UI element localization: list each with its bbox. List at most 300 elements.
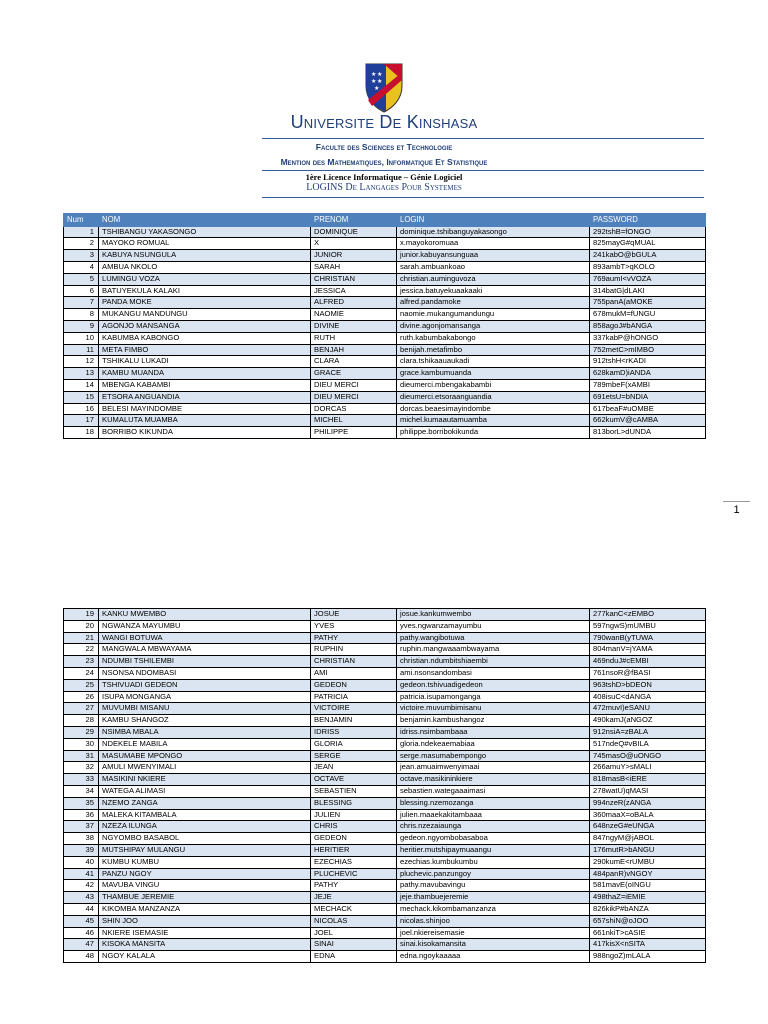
cell-login: benijah.metafimbo bbox=[397, 344, 590, 356]
table-header-row bbox=[64, 214, 706, 227]
header-login: LOGIN bbox=[397, 214, 590, 227]
cell-num: 17 bbox=[64, 415, 99, 427]
mention-line: Mention des Mathematiques, Informatique Et Statistique bbox=[280, 157, 488, 167]
table-row bbox=[64, 844, 706, 856]
cell-prenom: DOMINIQUE bbox=[311, 226, 397, 238]
svg-text:★: ★ bbox=[377, 71, 383, 78]
cell-prenom: SERGE bbox=[311, 750, 397, 762]
table-row bbox=[64, 927, 706, 939]
table-row bbox=[64, 679, 706, 691]
table-row bbox=[64, 951, 706, 963]
cell-login: gedeon.ngyombobasaboa bbox=[397, 833, 590, 845]
svg-text:★: ★ bbox=[374, 85, 380, 92]
table-row bbox=[64, 285, 706, 297]
cell-nom: KUMBU KUMBU bbox=[99, 856, 311, 868]
cell-nom: KIKOMBA MANZANZA bbox=[99, 903, 311, 915]
logins-table-page-1 bbox=[63, 213, 706, 439]
cell-login: dieumerci.mbengakabambi bbox=[397, 379, 590, 391]
cell-password: 277kanC<zEMBO bbox=[590, 609, 706, 621]
cell-num: 15 bbox=[64, 391, 99, 403]
cell-num: 29 bbox=[64, 726, 99, 738]
table-row bbox=[64, 344, 706, 356]
cell-password: 484panR)vNGOY bbox=[590, 868, 706, 880]
cell-nom: MAYOKO ROMUAL bbox=[99, 238, 311, 250]
cell-num: 4 bbox=[64, 261, 99, 273]
cell-nom: THAMBUE JEREMIE bbox=[99, 892, 311, 904]
cell-nom: KAMBU MUANDA bbox=[99, 368, 311, 380]
cell-prenom: PATHY bbox=[311, 632, 397, 644]
cell-password: 755panA(aMOKE bbox=[590, 297, 706, 309]
cell-num: 12 bbox=[64, 356, 99, 368]
cell-nom: NGOY KALALA bbox=[99, 951, 311, 963]
cell-login: alfred.pandamoke bbox=[397, 297, 590, 309]
cell-prenom: IDRISS bbox=[311, 726, 397, 738]
cell-password: 597ngwS)mUMBU bbox=[590, 620, 706, 632]
cell-prenom: NAOMIE bbox=[311, 309, 397, 321]
cell-nom: ETSORA ANGUANDIA bbox=[99, 391, 311, 403]
table-row bbox=[64, 880, 706, 892]
cell-password: 648nzeG#eUNGA bbox=[590, 821, 706, 833]
cell-num: 24 bbox=[64, 667, 99, 679]
cell-prenom: ALFRED bbox=[311, 297, 397, 309]
licence-line: 1ère Licence Informatique – Génie Logiciel bbox=[305, 172, 463, 182]
cell-prenom: DORCAS bbox=[311, 403, 397, 415]
cell-login: clara.tshikaauaukadi bbox=[397, 356, 590, 368]
table-row bbox=[64, 415, 706, 427]
cell-login: ruphin.mangwaaambwayama bbox=[397, 644, 590, 656]
cell-nom: MUVUMBI MISANU bbox=[99, 703, 311, 715]
cell-login: yves.ngwanzamayumbu bbox=[397, 620, 590, 632]
cell-num: 1 bbox=[64, 226, 99, 238]
cell-num: 22 bbox=[64, 644, 99, 656]
cell-password: 988ngoZ)mLALA bbox=[590, 951, 706, 963]
cell-password: 893ambT>qKOLO bbox=[590, 261, 706, 273]
page-number-rule bbox=[723, 501, 750, 502]
cell-login: sebastien.wategaaaimasi bbox=[397, 785, 590, 797]
header-rule-bottom bbox=[262, 197, 704, 198]
cell-nom: KISOKA MANSITA bbox=[99, 939, 311, 951]
cell-prenom: PHILIPPE bbox=[311, 427, 397, 439]
table-row bbox=[64, 868, 706, 880]
cell-login: dorcas.beaesimayindombe bbox=[397, 403, 590, 415]
cell-login: joel.nkiereisemasie bbox=[397, 927, 590, 939]
cell-prenom: CLARA bbox=[311, 356, 397, 368]
table-row bbox=[64, 356, 706, 368]
cell-num: 37 bbox=[64, 821, 99, 833]
table-row bbox=[64, 762, 706, 774]
cell-nom: AMULI MWENYIMALI bbox=[99, 762, 311, 774]
cell-login: sarah.ambuankoao bbox=[397, 261, 590, 273]
cell-login: serge.masumabempongo bbox=[397, 750, 590, 762]
cell-prenom: GEDEON bbox=[311, 833, 397, 845]
cell-password: 769aumI<vVOZA bbox=[590, 273, 706, 285]
table-body-page-2 bbox=[64, 609, 706, 963]
header-prenom: PRENOM bbox=[311, 214, 397, 227]
cell-password: 858agoJ#bANGA bbox=[590, 320, 706, 332]
cell-nom: KAMBU SHANGOZ bbox=[99, 715, 311, 727]
cell-login: octave.masikininkiere bbox=[397, 774, 590, 786]
cell-prenom: YVES bbox=[311, 620, 397, 632]
cell-prenom: JULIEN bbox=[311, 809, 397, 821]
cell-num: 44 bbox=[64, 903, 99, 915]
cell-prenom: SINAI bbox=[311, 939, 397, 951]
cell-prenom: EZECHIAS bbox=[311, 856, 397, 868]
cell-login: patricia.isupamonganga bbox=[397, 691, 590, 703]
cell-login: ami.nsonsandombasi bbox=[397, 667, 590, 679]
table-row bbox=[64, 297, 706, 309]
cell-login: blessing.nzemozanga bbox=[397, 797, 590, 809]
cell-password: 662kumV@cAMBA bbox=[590, 415, 706, 427]
cell-login: nicolas.shinjoo bbox=[397, 915, 590, 927]
table-row bbox=[64, 738, 706, 750]
table-row bbox=[64, 703, 706, 715]
cell-password: 408isuC<dANGA bbox=[590, 691, 706, 703]
cell-password: 490kamJ(aNGOZ bbox=[590, 715, 706, 727]
cell-nom: MANGWALA MBWAYAMA bbox=[99, 644, 311, 656]
cell-num: 40 bbox=[64, 856, 99, 868]
university-title: Universite De Kinshasa bbox=[290, 112, 478, 132]
table-row bbox=[64, 238, 706, 250]
cell-num: 34 bbox=[64, 785, 99, 797]
cell-prenom: PATHY bbox=[311, 880, 397, 892]
cell-prenom: BENJAMIN bbox=[311, 715, 397, 727]
cell-nom: BORRIBO KIKUNDA bbox=[99, 427, 311, 439]
cell-login: pathy.wangibotuwa bbox=[397, 632, 590, 644]
cell-password: 818masB<iERE bbox=[590, 774, 706, 786]
cell-login: divine.agonjomansanga bbox=[397, 320, 590, 332]
cell-nom: AGONJO MANSANGA bbox=[99, 320, 311, 332]
header-password: PASSWORD bbox=[590, 214, 706, 227]
cell-prenom: GEDEON bbox=[311, 679, 397, 691]
cell-nom: BATUYEKULA KALAKI bbox=[99, 285, 311, 297]
cell-prenom: DIEU MERCI bbox=[311, 391, 397, 403]
cell-num: 26 bbox=[64, 691, 99, 703]
cell-nom: LUMINGU VOZA bbox=[99, 273, 311, 285]
cell-password: 790wanB(yTUWA bbox=[590, 632, 706, 644]
cell-password: 517ndeQ#vBILA bbox=[590, 738, 706, 750]
cell-num: 33 bbox=[64, 774, 99, 786]
page-number: 1 bbox=[733, 504, 740, 516]
table-row bbox=[64, 750, 706, 762]
svg-text:★: ★ bbox=[371, 71, 377, 78]
document-title: LOGINS De Langages Pour Systemes bbox=[306, 182, 462, 193]
cell-prenom: RUTH bbox=[311, 332, 397, 344]
svg-text:★: ★ bbox=[377, 78, 383, 85]
cell-nom: WATEGA ALIMASI bbox=[99, 785, 311, 797]
cell-prenom: GLORIA bbox=[311, 738, 397, 750]
cell-prenom: JUNIOR bbox=[311, 250, 397, 262]
cell-num: 9 bbox=[64, 320, 99, 332]
cell-login: edna.ngoykaaaaa bbox=[397, 951, 590, 963]
cell-nom: NZEZA ILUNGA bbox=[99, 821, 311, 833]
cell-num: 2 bbox=[64, 238, 99, 250]
cell-nom: MUTSHIPAY MULANGU bbox=[99, 844, 311, 856]
cell-nom: NSIMBA MBALA bbox=[99, 726, 311, 738]
cell-num: 39 bbox=[64, 844, 99, 856]
cell-password: 266amuY>sMALI bbox=[590, 762, 706, 774]
table-row bbox=[64, 939, 706, 951]
table-row bbox=[64, 833, 706, 845]
university-logo-icon bbox=[360, 60, 408, 116]
cell-prenom: CHRISTIAN bbox=[311, 273, 397, 285]
table-row bbox=[64, 226, 706, 238]
cell-password: 314batG|dLAKI bbox=[590, 285, 706, 297]
cell-num: 48 bbox=[64, 951, 99, 963]
cell-password: 761nsoR@fBASI bbox=[590, 667, 706, 679]
cell-login: jessica.batuyekuaakaaki bbox=[397, 285, 590, 297]
cell-login: x.mayokoromuaa bbox=[397, 238, 590, 250]
cell-password: 912tshH<rKADI bbox=[590, 356, 706, 368]
table-row bbox=[64, 774, 706, 786]
cell-prenom: DIEU MERCI bbox=[311, 379, 397, 391]
table-row bbox=[64, 856, 706, 868]
cell-nom: NSONSA NDOMBASI bbox=[99, 667, 311, 679]
cell-num: 46 bbox=[64, 927, 99, 939]
cell-nom: NKIERE ISEMASIE bbox=[99, 927, 311, 939]
cell-login: pathy.mavubavingu bbox=[397, 880, 590, 892]
cell-num: 31 bbox=[64, 750, 99, 762]
cell-prenom: JEAN bbox=[311, 762, 397, 774]
cell-num: 13 bbox=[64, 368, 99, 380]
table-row bbox=[64, 809, 706, 821]
cell-nom: MALEKA KITAMBALA bbox=[99, 809, 311, 821]
table-row bbox=[64, 644, 706, 656]
table-row bbox=[64, 250, 706, 262]
header-rule-mid bbox=[262, 170, 704, 171]
table-row bbox=[64, 261, 706, 273]
header-rule-top bbox=[262, 138, 704, 139]
cell-prenom: MICHEL bbox=[311, 415, 397, 427]
cell-prenom: SEBASTIEN bbox=[311, 785, 397, 797]
cell-password: 417kisX<nSITA bbox=[590, 939, 706, 951]
cell-password: 360maaX=oBALA bbox=[590, 809, 706, 821]
cell-prenom: X bbox=[311, 238, 397, 250]
table-body-page-1 bbox=[64, 226, 706, 438]
table-row bbox=[64, 320, 706, 332]
cell-nom: TSHIVUADI GEDEON bbox=[99, 679, 311, 691]
cell-login: idriss.nsimbambaaa bbox=[397, 726, 590, 738]
cell-nom: NGYOMBO BASABOL bbox=[99, 833, 311, 845]
cell-num: 25 bbox=[64, 679, 99, 691]
cell-login: mechack.kikombamanzanza bbox=[397, 903, 590, 915]
table-row bbox=[64, 379, 706, 391]
cell-num: 3 bbox=[64, 250, 99, 262]
cell-password: 241kabO@bGULA bbox=[590, 250, 706, 262]
cell-num: 43 bbox=[64, 892, 99, 904]
cell-nom: KUMALUTA MUAMBA bbox=[99, 415, 311, 427]
cell-password: 337kabP@hONGO bbox=[590, 332, 706, 344]
cell-password: 994nzeR(zANGA bbox=[590, 797, 706, 809]
cell-nom: SHIN JOO bbox=[99, 915, 311, 927]
cell-nom: NDUMBI TSHILEMBI bbox=[99, 656, 311, 668]
cell-nom: KANKU MWEMBO bbox=[99, 609, 311, 621]
cell-prenom: NICOLAS bbox=[311, 915, 397, 927]
cell-prenom: GRACE bbox=[311, 368, 397, 380]
faculty-line: Faculte des Sciences et Technologie bbox=[315, 142, 453, 152]
cell-prenom: SARAH bbox=[311, 261, 397, 273]
cell-nom: AMBUA NKOLO bbox=[99, 261, 311, 273]
cell-prenom: PLUCHEVIC bbox=[311, 868, 397, 880]
table-row bbox=[64, 391, 706, 403]
table-row bbox=[64, 427, 706, 439]
cell-prenom: OCTAVE bbox=[311, 774, 397, 786]
cell-login: michel.kumaautamuamba bbox=[397, 415, 590, 427]
cell-nom: NZEMO ZANGA bbox=[99, 797, 311, 809]
cell-prenom: PATRICIA bbox=[311, 691, 397, 703]
cell-num: 47 bbox=[64, 939, 99, 951]
cell-nom: PANDA MOKE bbox=[99, 297, 311, 309]
cell-num: 16 bbox=[64, 403, 99, 415]
cell-num: 7 bbox=[64, 297, 99, 309]
cell-login: julien.maaekakitambaaa bbox=[397, 809, 590, 821]
cell-prenom: RUPHIN bbox=[311, 644, 397, 656]
cell-nom: MASUMABE MPONGO bbox=[99, 750, 311, 762]
cell-password: 847ngyM@jABOL bbox=[590, 833, 706, 845]
cell-nom: META FIMBO bbox=[99, 344, 311, 356]
cell-nom: TSHIKALU LUKADI bbox=[99, 356, 311, 368]
cell-prenom: CHRISTIAN bbox=[311, 656, 397, 668]
cell-num: 18 bbox=[64, 427, 99, 439]
cell-login: grace.kambumuanda bbox=[397, 368, 590, 380]
table-row bbox=[64, 632, 706, 644]
cell-num: 30 bbox=[64, 738, 99, 750]
table-row bbox=[64, 892, 706, 904]
cell-login: gloria.ndekeaemabiaa bbox=[397, 738, 590, 750]
table-row bbox=[64, 309, 706, 321]
cell-prenom: EDNA bbox=[311, 951, 397, 963]
logins-table-page-2 bbox=[63, 608, 706, 963]
cell-password: 657shiN@oJOO bbox=[590, 915, 706, 927]
cell-login: josue.kankumwembo bbox=[397, 609, 590, 621]
cell-login: dieumerci.etsoraanguandia bbox=[397, 391, 590, 403]
cell-nom: KABUMBA KABONGO bbox=[99, 332, 311, 344]
cell-prenom: JESSICA bbox=[311, 285, 397, 297]
table-row bbox=[64, 797, 706, 809]
cell-prenom: BLESSING bbox=[311, 797, 397, 809]
cell-login: pluchevic.panzungoy bbox=[397, 868, 590, 880]
table-row bbox=[64, 667, 706, 679]
cell-num: 27 bbox=[64, 703, 99, 715]
cell-num: 10 bbox=[64, 332, 99, 344]
table-row bbox=[64, 915, 706, 927]
cell-login: benjamin.kambushangoz bbox=[397, 715, 590, 727]
table-row bbox=[64, 332, 706, 344]
cell-password: 826kikP#bANZA bbox=[590, 903, 706, 915]
cell-password: 617beaF#uOMBE bbox=[590, 403, 706, 415]
cell-login: heritier.mutshipaymuaangu bbox=[397, 844, 590, 856]
table-row bbox=[64, 368, 706, 380]
cell-nom: PANZU NGOY bbox=[99, 868, 311, 880]
header-num: Num bbox=[64, 214, 99, 227]
cell-login: jeje.thambuejeremie bbox=[397, 892, 590, 904]
cell-login: naomie.mukangumandungu bbox=[397, 309, 590, 321]
cell-prenom: AMI bbox=[311, 667, 397, 679]
cell-password: 628kamD)iANDA bbox=[590, 368, 706, 380]
cell-num: 36 bbox=[64, 809, 99, 821]
cell-prenom: JOSUE bbox=[311, 609, 397, 621]
table-row bbox=[64, 691, 706, 703]
cell-password: 278watU)qMASI bbox=[590, 785, 706, 797]
cell-nom: WANGI BOTUWA bbox=[99, 632, 311, 644]
cell-nom: MASIKINI NKIERE bbox=[99, 774, 311, 786]
cell-num: 38 bbox=[64, 833, 99, 845]
cell-num: 23 bbox=[64, 656, 99, 668]
cell-login: jean.amuaimwenyimaai bbox=[397, 762, 590, 774]
table-row bbox=[64, 821, 706, 833]
cell-nom: MBENGA KABAMBI bbox=[99, 379, 311, 391]
cell-nom: NGWANZA MAYUMBU bbox=[99, 620, 311, 632]
cell-nom: NDEKELE MABILA bbox=[99, 738, 311, 750]
table-row bbox=[64, 715, 706, 727]
cell-password: 498thaZ=iEMIE bbox=[590, 892, 706, 904]
cell-password: 963tshD>bDEON bbox=[590, 679, 706, 691]
cell-num: 6 bbox=[64, 285, 99, 297]
cell-prenom: DIVINE bbox=[311, 320, 397, 332]
cell-num: 5 bbox=[64, 273, 99, 285]
cell-num: 42 bbox=[64, 880, 99, 892]
table-row bbox=[64, 726, 706, 738]
cell-nom: BELESI MAYINDOMBE bbox=[99, 403, 311, 415]
cell-password: 292tshB=fONGO bbox=[590, 226, 706, 238]
cell-login: ruth.kabumbakabongo bbox=[397, 332, 590, 344]
cell-password: 813borL>dUNDA bbox=[590, 427, 706, 439]
cell-login: sinai.kisokamansita bbox=[397, 939, 590, 951]
cell-password: 678mukM=fUNGU bbox=[590, 309, 706, 321]
cell-nom: KABUYA NSUNGULA bbox=[99, 250, 311, 262]
table-row bbox=[64, 620, 706, 632]
header-nom: NOM bbox=[99, 214, 311, 227]
table-row bbox=[64, 656, 706, 668]
cell-login: philippe.borribokikunda bbox=[397, 427, 590, 439]
cell-password: 581mavE(oINGU bbox=[590, 880, 706, 892]
cell-num: 41 bbox=[64, 868, 99, 880]
cell-password: 691etsU=bNDIA bbox=[590, 391, 706, 403]
cell-nom: TSHIBANGU YAKASONGO bbox=[99, 226, 311, 238]
cell-num: 45 bbox=[64, 915, 99, 927]
svg-text:★: ★ bbox=[371, 78, 377, 85]
table-row bbox=[64, 785, 706, 797]
cell-password: 290kumE<rUMBU bbox=[590, 856, 706, 868]
cell-prenom: MECHACK bbox=[311, 903, 397, 915]
cell-login: chris.nzezaiaunga bbox=[397, 821, 590, 833]
cell-password: 176mutR>bANGU bbox=[590, 844, 706, 856]
cell-num: 11 bbox=[64, 344, 99, 356]
cell-num: 35 bbox=[64, 797, 99, 809]
cell-login: victoire.muvumbimisanu bbox=[397, 703, 590, 715]
cell-login: gedeon.tshivuadigedeon bbox=[397, 679, 590, 691]
cell-login: junior.kabuyansunguaa bbox=[397, 250, 590, 262]
cell-login: christian.auminguvoza bbox=[397, 273, 590, 285]
cell-nom: ISUPA MONGANGA bbox=[99, 691, 311, 703]
cell-login: christian.ndumbitshiaembi bbox=[397, 656, 590, 668]
cell-prenom: JEJE bbox=[311, 892, 397, 904]
cell-prenom: BENJAH bbox=[311, 344, 397, 356]
cell-password: 745masO@uONGO bbox=[590, 750, 706, 762]
cell-password: 469nduJ#cEMBI bbox=[590, 656, 706, 668]
cell-num: 8 bbox=[64, 309, 99, 321]
cell-login: dominique.tshibanguyakasongo bbox=[397, 226, 590, 238]
cell-prenom: VICTOIRE bbox=[311, 703, 397, 715]
cell-password: 804manV=jYAMA bbox=[590, 644, 706, 656]
table-row bbox=[64, 403, 706, 415]
cell-num: 14 bbox=[64, 379, 99, 391]
cell-login: ezechias.kumbukumbu bbox=[397, 856, 590, 868]
cell-nom: MUKANGU MANDUNGU bbox=[99, 309, 311, 321]
cell-num: 19 bbox=[64, 609, 99, 621]
cell-num: 28 bbox=[64, 715, 99, 727]
cell-nom: MAVUBA VINGU bbox=[99, 880, 311, 892]
cell-password: 912nsiA=zBALA bbox=[590, 726, 706, 738]
